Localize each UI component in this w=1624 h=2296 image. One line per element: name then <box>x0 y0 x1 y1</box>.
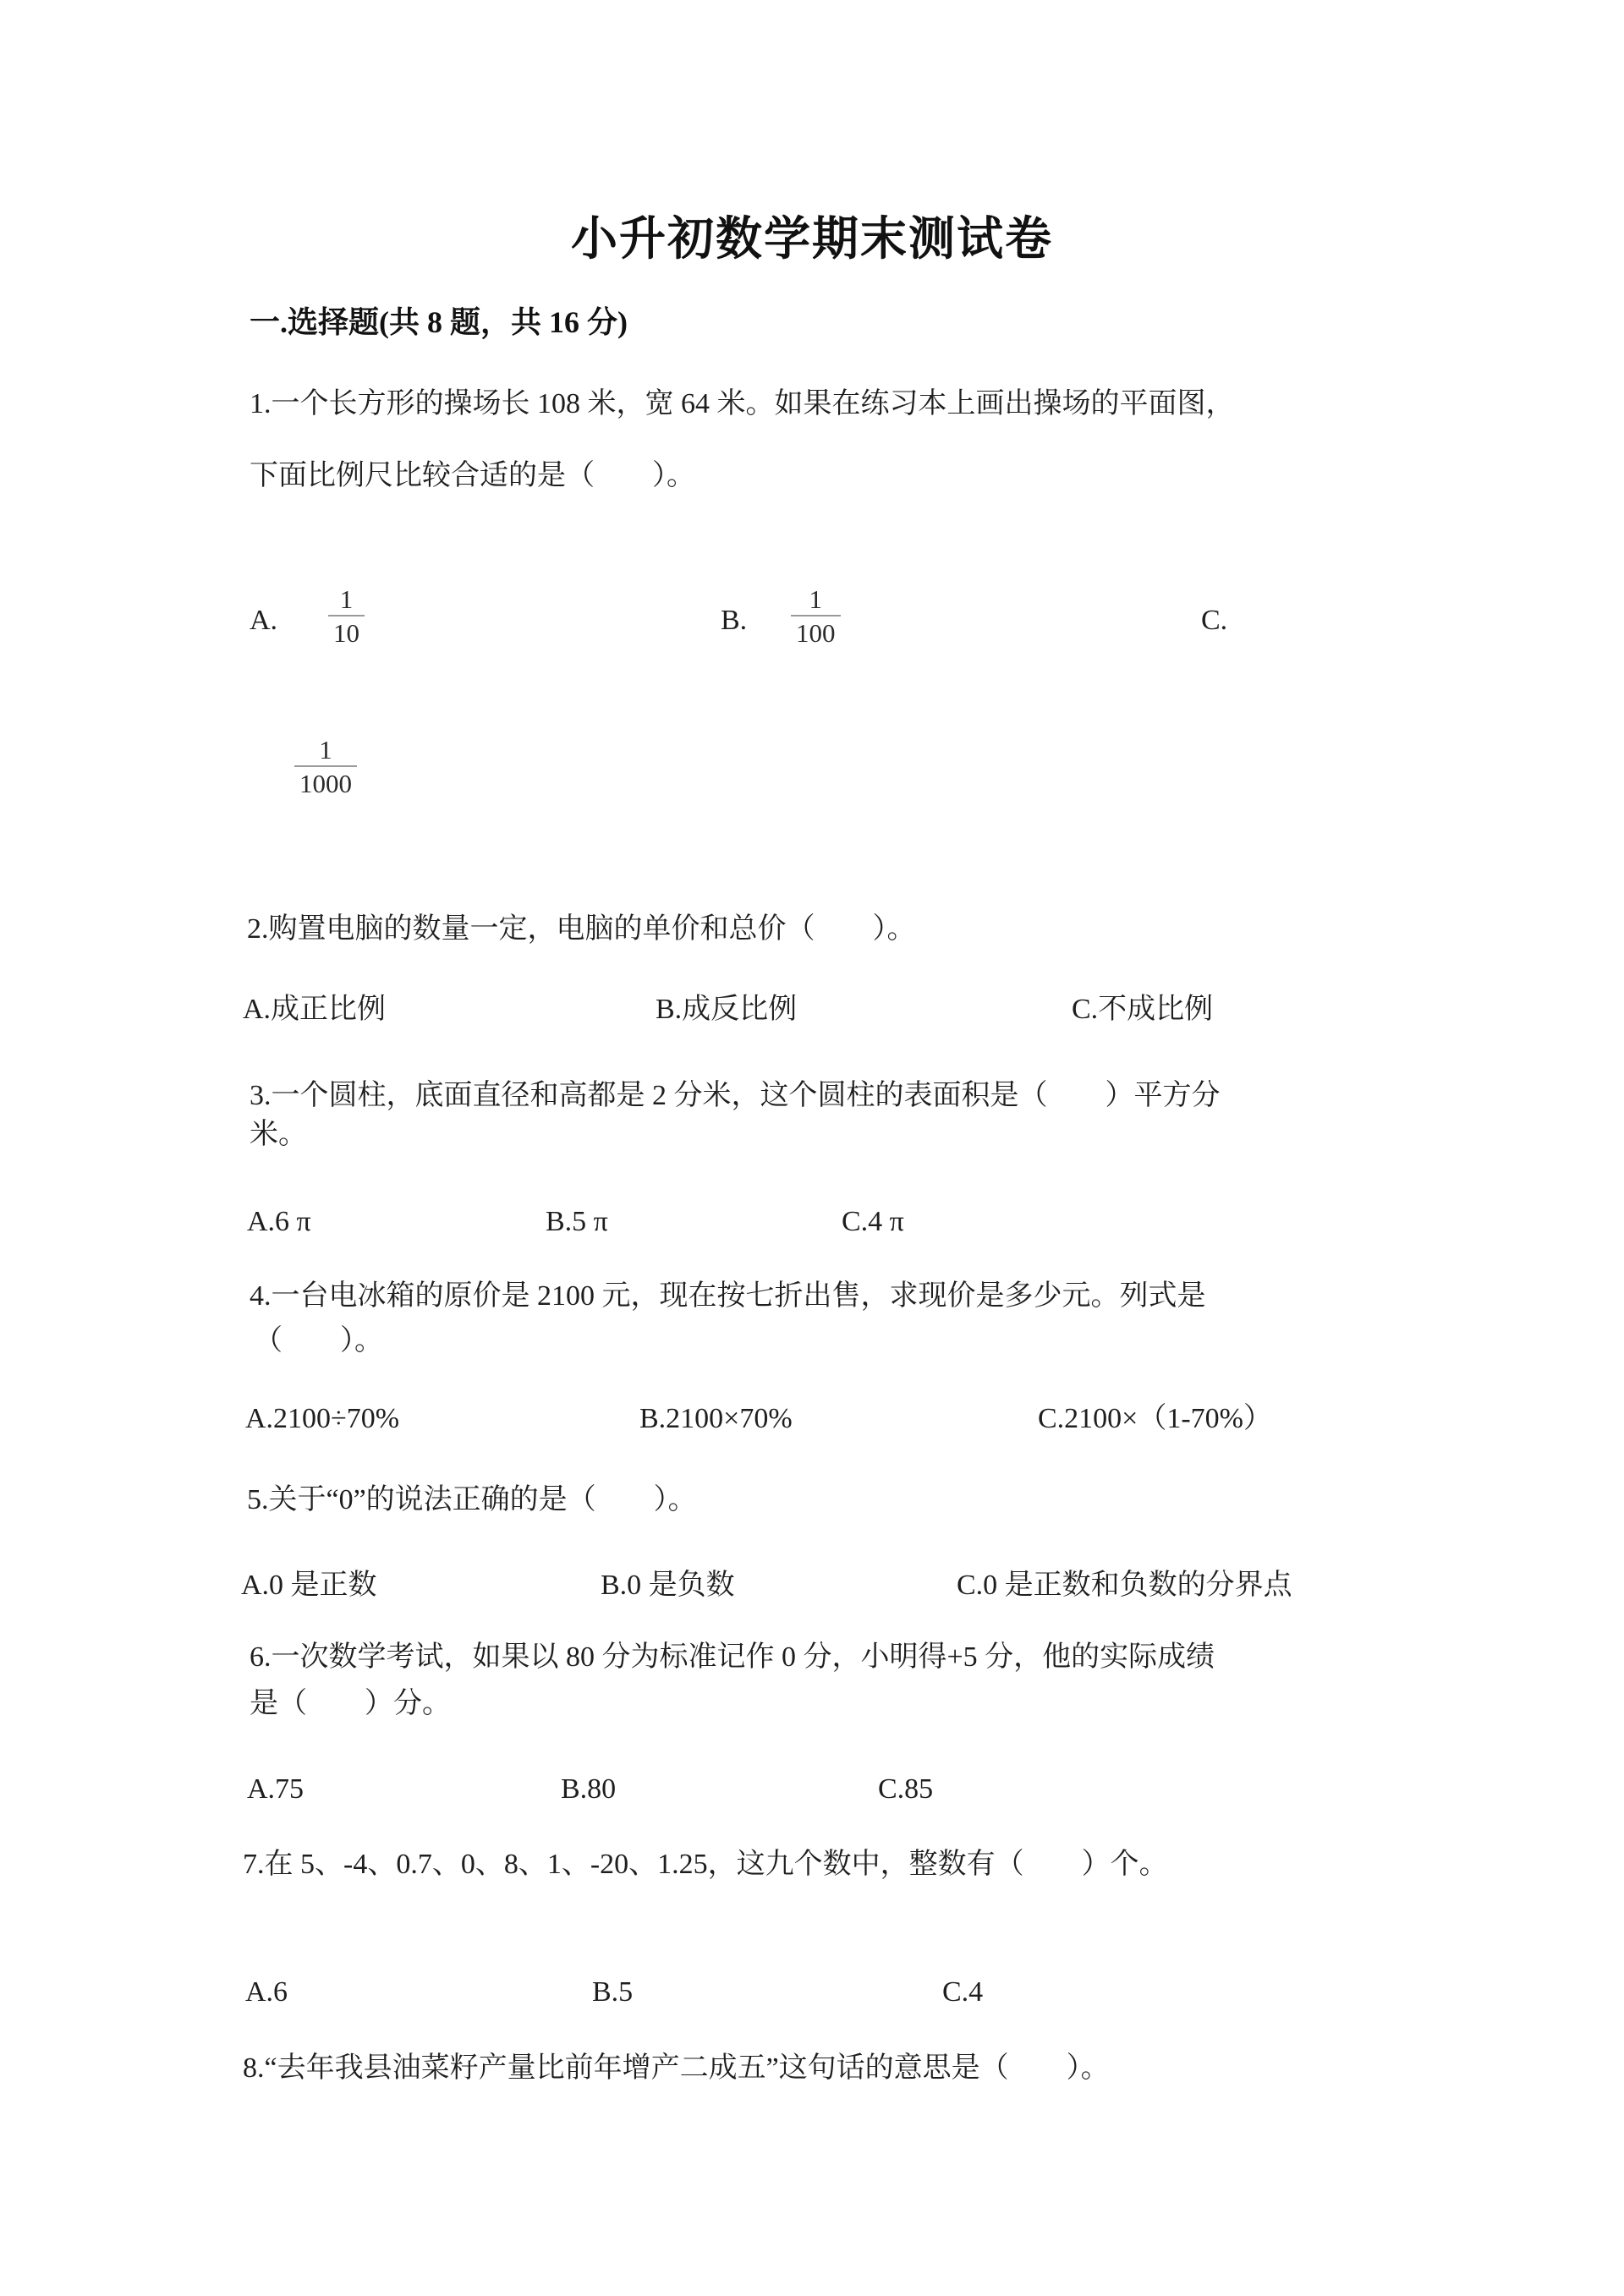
q2-option-b: B.成反比例 <box>656 994 798 1025</box>
q3-option-b: B.5 π <box>546 1206 608 1237</box>
q6-option-a: A.75 <box>247 1773 304 1805</box>
page-title: 小升初数学期末测试卷 <box>570 213 1053 265</box>
q4-option-a: A.2100÷70% <box>245 1403 400 1434</box>
fraction-denominator: 1000 <box>294 765 357 799</box>
question-1-line-2: 下面比例尺比较合适的是（ ）。 <box>250 460 695 491</box>
q7-option-a: A.6 <box>245 1976 288 2008</box>
q5-option-a: A.0 是正数 <box>241 1570 377 1601</box>
section-header: 一.选择题(共 8 题，共 16 分) <box>250 305 628 339</box>
fraction-numerator: 1 <box>319 735 332 764</box>
q1-option-a-fraction <box>328 584 365 649</box>
question-2-text: 2.购置电脑的数量一定，电脑的单价和总价（ ）。 <box>247 913 916 945</box>
q1-option-a-label: A. <box>250 605 278 636</box>
question-4-line-1: 4.一台电冰箱的原价是 2100 元，现在按七折出售，求现价是多少元。列式是 <box>250 1280 1206 1312</box>
fraction-numerator: 1 <box>809 584 822 614</box>
q4-option-b: B.2100×70% <box>639 1403 793 1434</box>
question-8-text: 8.“去年我县油菜籽产量比前年增产二成五”这句话的意思是（ ）。 <box>243 2052 1110 2084</box>
question-5-text: 5.关于“0”的说法正确的是（ ）。 <box>247 1484 697 1515</box>
fraction-denominator: 100 <box>791 615 841 649</box>
question-3-line-2: 米。 <box>250 1119 307 1150</box>
q6-option-c: C.85 <box>878 1773 934 1805</box>
q1-option-c-label: C. <box>1201 605 1228 636</box>
q5-option-b: B.0 是负数 <box>601 1570 735 1601</box>
q3-option-a: A.6 π <box>247 1206 311 1237</box>
q7-option-b: B.5 <box>592 1976 634 2008</box>
q2-option-a: A.成正比例 <box>243 994 387 1025</box>
question-6-line-2: 是（ ）分。 <box>250 1688 451 1719</box>
question-4-line-2: （ ）。 <box>254 1325 383 1356</box>
q1-option-b-label: B. <box>721 605 748 636</box>
q4-option-c: C.2100×（1-70%） <box>1038 1403 1272 1434</box>
q2-option-c: C.不成比例 <box>1072 994 1214 1025</box>
question-6-line-1: 6.一次数学考试，如果以 80 分为标准记作 0 分，小明得+5 分，他的实际成绩 <box>250 1641 1215 1673</box>
fraction-numerator: 1 <box>339 584 354 614</box>
q1-option-b-fraction <box>791 584 841 649</box>
question-3-line-1: 3.一个圆柱，底面直径和高都是 2 分米，这个圆柱的表面积是（ ）平方分 <box>250 1080 1221 1111</box>
question-1-line-1: 1.一个长方形的操场长 108 米，宽 64 米。如果在练习本上画出操场的平面图， <box>250 388 1235 419</box>
q7-option-c: C.4 <box>942 1976 984 2008</box>
q1-option-c-fraction <box>294 734 357 799</box>
q3-option-c: C.4 π <box>842 1206 904 1237</box>
q6-option-b: B.80 <box>561 1773 617 1805</box>
fraction-denominator: 10 <box>328 615 365 649</box>
q5-option-c: C.0 是正数和负数的分界点 <box>957 1570 1292 1601</box>
question-7-text: 7.在 5、-4、0.7、0、8、1、-20、1.25，这九个数中，整数有（ ）个。 <box>243 1849 1168 1880</box>
